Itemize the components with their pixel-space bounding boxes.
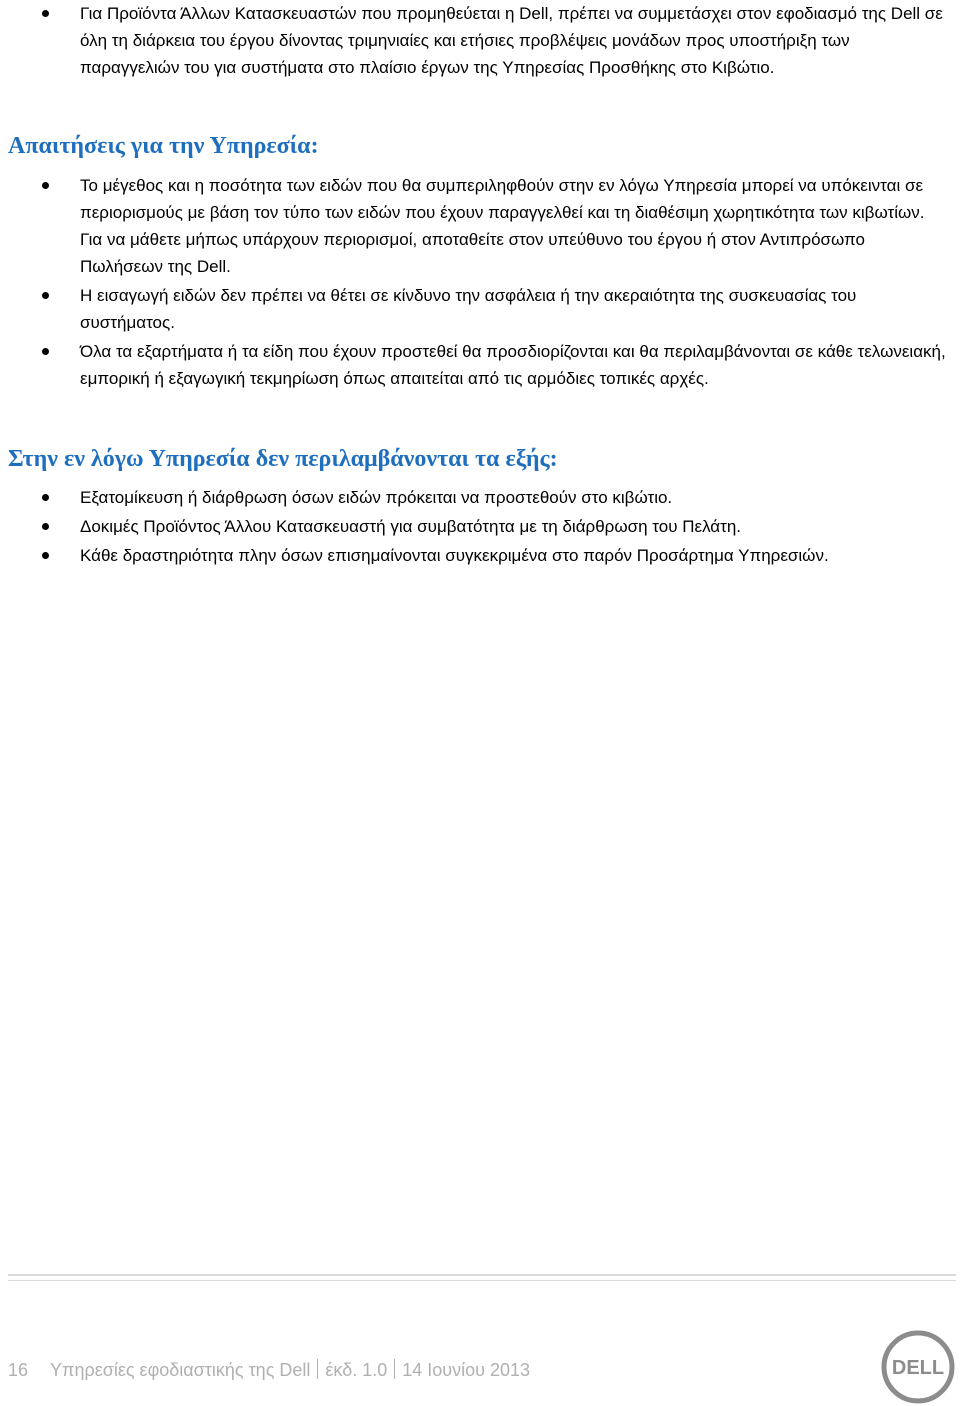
bullet-icon [42,552,49,559]
list-item [0,0,960,81]
bullet-icon [42,10,49,17]
footer-date: 14 Ιουνίου 2013 [402,1360,531,1380]
bullet-icon [42,523,49,530]
footer-divider [8,1274,956,1276]
page-number: 16 [8,1360,29,1380]
list-item-text: Εξατομίκευση ή διάρθρωση όσων ειδών πρόκειται να προστεθούν στο κιβώτιο. [80,488,673,507]
bullet-icon [42,348,49,355]
list-item [0,542,960,569]
list-item [0,282,960,336]
page-footer [8,1356,530,1384]
footer-separator [317,1359,318,1379]
exclusions-list [0,484,960,571]
logo-text: DELL [891,1357,945,1379]
list-item [0,484,960,511]
footer-separator [394,1359,395,1379]
list-item-text: Το μέγεθος και η ποσότητα των ειδών που θα συμπεριληφθούν στην εν λόγω Υπηρεσία μπορεί να υπόκεινται σε περιορισμούς με βάση τον τύπο των ειδών που έχουν παραγγελθεί και τη διαθέσιμη χωρητικότητα των κιβωτίων. Για να μάθετε μήπως υπάρχουν περιορισμοί, αποταθείτε στον υπεύθυνο του έργου ή στον Αντιπρόσωπο Πωλήσεων της Dell. [80,176,925,276]
list-item-text: Η εισαγωγή ειδών δεν πρέπει να θέτει σε κίνδυνο την ασφάλεια ή την ακεραιότητα της συσκευασίας του συστήματος. [80,286,857,332]
intro-list [0,0,960,83]
list-item [0,172,960,280]
list-item [0,338,960,392]
bullet-icon [42,494,49,501]
section-heading-exclusions: Στην εν λόγω Υπηρεσία δεν περιλαμβάνονται τα εξής: [8,446,558,472]
requirements-list [0,172,960,394]
bullet-icon [42,292,49,299]
list-item-text: Δοκιμές Προϊόντος Άλλου Κατασκευαστή για συμβατότητα με τη διάρθρωση του Πελάτη. [80,517,742,536]
list-item-text: Όλα τα εξαρτήματα ή τα είδη που έχουν προστεθεί θα προσδιορίζονται και θα περιλαμβάνονται σε κάθε τελωνειακή, εμπορική ή εξαγωγική τεκμηρίωση όπως απαιτείται από τις αρμόδιες τοπικές αρχές. [80,342,946,388]
list-item-text: Κάθε δραστηριότητα πλην όσων επισημαίνονται συγκεκριμένα στο παρόν Προσάρτημα Υπηρεσιών. [80,546,829,565]
footer-divider [8,1280,956,1281]
footer-doc-title: Υπηρεσίες εφοδιαστικής της Dell [50,1360,311,1380]
list-item [0,513,960,540]
bullet-icon [42,182,49,189]
section-heading-requirements: Απαιτήσεις για την Υπηρεσία: [8,133,319,159]
footer-edition: έκδ. 1.0 [325,1360,388,1380]
dell-logo-icon [881,1330,955,1404]
list-item-text: Για Προϊόντα Άλλων Κατασκευαστών που προμηθεύεται η Dell, πρέπει να συμμετάσχει στον εφοδιασμό της Dell σε όλη τη διάρκεια του έργου δίνοντας τριμηνιαίες και ετήσιες προβλέψεις μονάδων προς υποστήριξη των παραγγελιών του για συστήματα στο πλαίσιο έργων της Υπηρεσίας Προσθήκης στο Κιβώτιο. [80,4,943,77]
